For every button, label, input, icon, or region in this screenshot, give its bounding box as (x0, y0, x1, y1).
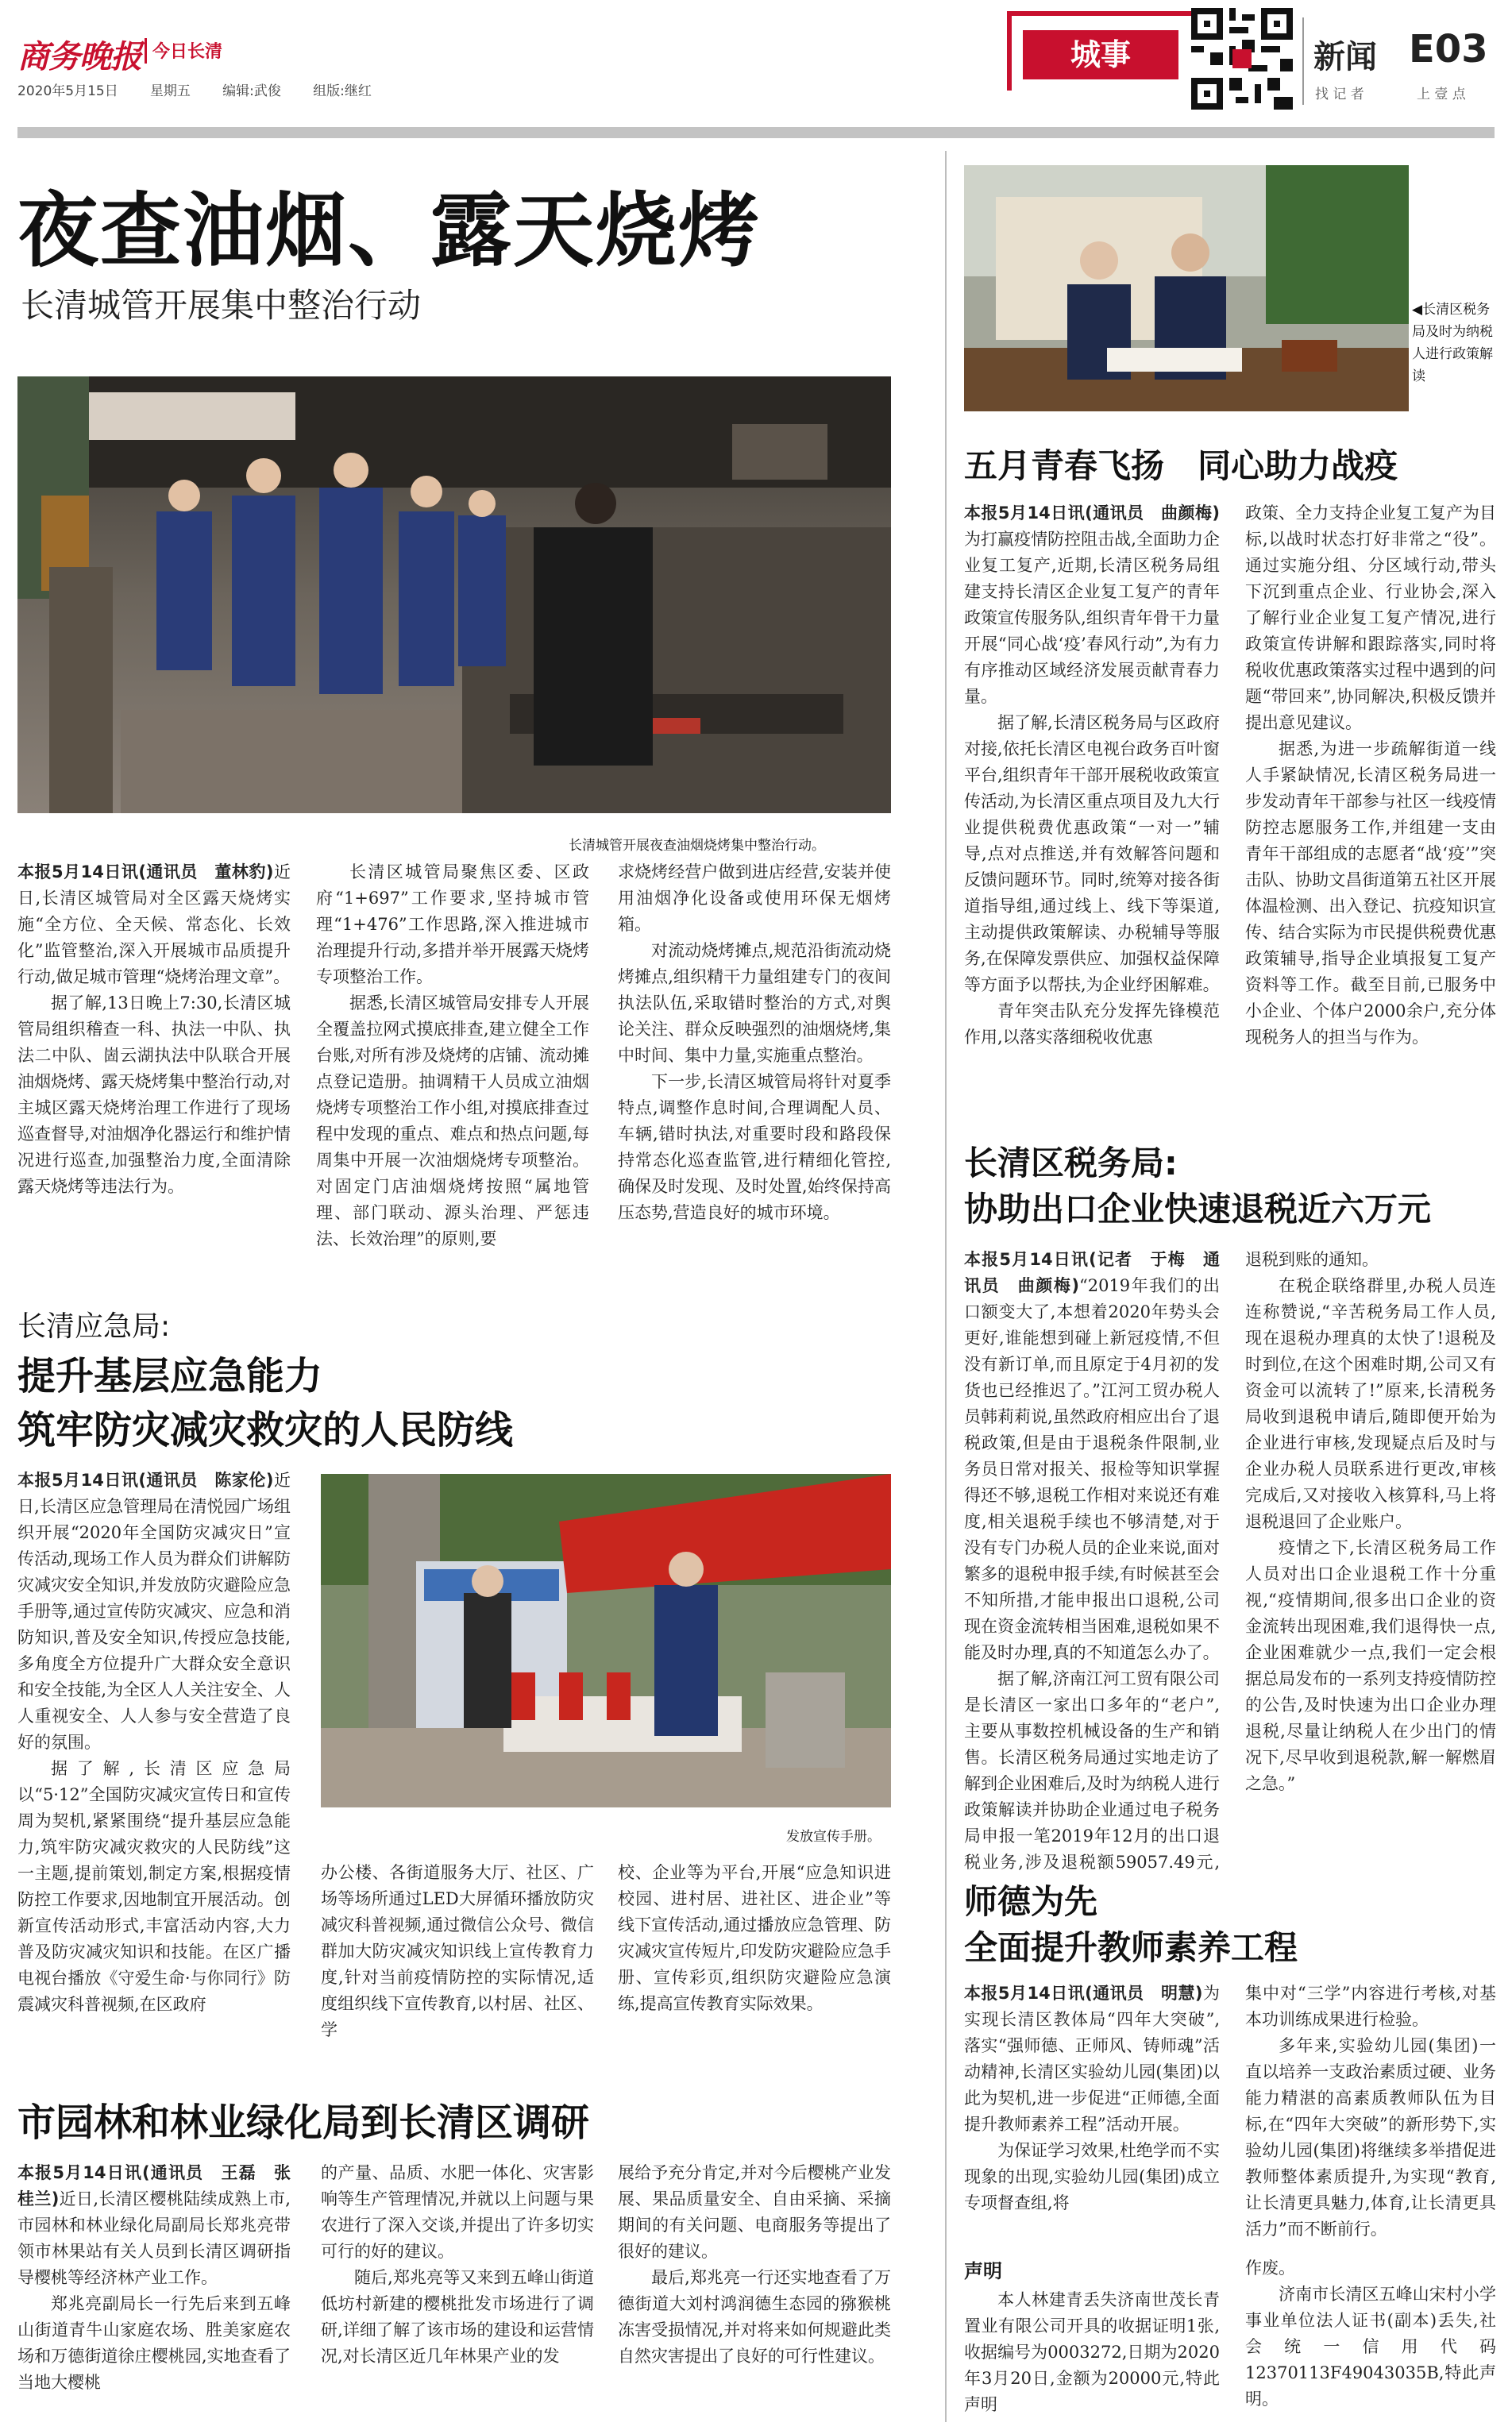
paragraph: 最后,郑兆亮一行还实地查看了万德街道大刘村鸿润德生态园的猕猴桃冻害受损情况,并对将来如何规避此类自然灾害提出了良好的可行性建议。 (618, 2268, 891, 2366)
paragraph: 青年突击队充分发挥先锋模范作用,以落实落细税收优惠 (964, 1001, 1220, 1047)
paragraph: 随后,郑兆亮等又来到五峰山街道低坊村新建的樱桃批发市场进行了调研,详细了解了该市场的建设和运营情况,对长清区近几年林果产业的发 (321, 2268, 594, 2366)
story3-column-2 (321, 2160, 594, 2424)
paragraph: 长清区城管局聚焦区委、区政府“1+697”工作要求,坚持城市管理“1+476”工作思路,深入推进城市治理提升行动,多措并举开展露天烧烤专项整治工作。 (316, 862, 589, 986)
newspaper-logo: 商务晚报 (17, 38, 141, 75)
byline: 本报5月14日讯(通讯员 曲颜梅) (964, 503, 1220, 523)
byline: 本报5月14日讯(通讯员 陈家伦) (17, 1471, 274, 1490)
paragraph: 近日,长清区城管局对全区露天烧烤实施“全方位、全天候、常态化、长效化”监管整治,深入开展城市品质提升行动,做足城市管理“烧烤治理文章”。 (17, 862, 291, 986)
story3-column-3 (618, 2160, 891, 2424)
page-number: E03 (1409, 27, 1488, 71)
tax-policy-photo (964, 165, 1409, 411)
paragraph: “2019年我们的出口额变大了,本想着2020年势头会更好,谁能想到碰上新冠疫情,不但没有新订单,而且原定于4月初的发货也已经推迟了。”江河工贸办税人员韩莉莉说,虽然政府相应出台了退税政策,但是由于退税条件限制,业务员日常对报关、报检等知识掌握得还不够,退税工作相对来说还有难度,相关退税手续也不够清楚,对于没有专门办税人员的企业来说,面对繁多的退税申报手续,有时候甚至会不知所措,才能申报出口退税,公司现在资金流转相当困难,退税如果不能及时办理,真的不知道怎么办了。 (964, 1276, 1220, 1662)
paragraph: 的产量、品质、水肥一体化、灾害影响等生产管理情况,并就以上问题与果农进行了深入交谈,并提出了许多切实可行的好的建议。 (321, 2163, 594, 2261)
story5-column-2 (1245, 1247, 1496, 1874)
byline: 本报5月14日讯(通讯员 董林豹) (17, 862, 274, 881)
paragraph: 下一步,长清区城管局将针对夏季特点,调整作息时间,合理调配人员、车辆,错时执法,对重要时段和路段保持常态化巡查监管,进行精细化管控,确保及时发现、及时处置,始终保持高压态势,营造良好的城市环境。 (618, 1072, 891, 1222)
story1-column-1 (17, 859, 291, 1272)
dateline-weekday: 星期五 (149, 83, 191, 99)
subheadline: 长清城管开展集中整治行动 (21, 286, 422, 325)
story2-column-1 (17, 1468, 291, 2068)
paragraph: 据悉,长清区城管局安排专人开展全覆盖拉网式摸底排查,建立健全工作台账,对所有涉及烧烤的店铺、流动摊点登记造册。抽调精干人员成立油烟烧烤专项整治工作小组,对摸底排查过程中发现的重点、难点和热点问题,每周集中开展一次油烟烧烤专项整治。对固定门店油烟烧烤按照“属地管理、部门联动、源头治理、严惩违法、长效治理”的原则,要 (316, 993, 589, 1248)
headline-line-2: 筑牢防灾减灾救灾的人民防线 (17, 1408, 514, 1452)
notice-column-1 (964, 2287, 1220, 2422)
paragraph: 展给予充分肯定,并对今后樱桃产业发展、果品质量安全、自由采摘、采摘期间的有关问题、电商服务等提出了很好的建议。 (618, 2163, 891, 2261)
paragraph: 为保证学习效果,杜绝学而不实现象的出现,实验幼儿园(集团)成立专项督查组,将 (964, 2141, 1220, 2212)
reporter-app: 上 壹 点 (1417, 87, 1466, 102)
section-tag: 今日长清 (152, 42, 223, 62)
photo-caption: ◀长清区税务局及时为纳税人进行政策解读 (1412, 302, 1493, 384)
paragraph: 济南市长清区五峰山宋村小学事业单位法人证书(副本)丢失,社会统一信用代码12370113F49043035B,特此声明。 (1245, 2285, 1496, 2409)
header-divider (1302, 17, 1304, 105)
headline-line-1: 师德为先 (964, 1882, 1098, 1921)
paragraph: 近日,长清区应急管理局在清悦园广场组织开展“2020年全国防灾减灾日”宣传活动,现场工作人员为群众们讲解防灾减灾安全知识,并发放防灾避险应急手册等,通过宣传防灾减灾、应急和消防知识,普及安全知识,传授应急技能,多角度全方位提升广大群众安全意识和安全技能,为全区人人关注安全、人人重视安全、人人参与安全营造了良好的氛围。 (17, 1471, 291, 1752)
paragraph: 求烧烤经营户做到进店经营,安装并使用油烟净化设备或使用环保无烟烤箱。 (618, 862, 891, 934)
photo-caption: 发放宣传手册。 (786, 1829, 881, 1845)
dateline-date: 2020年5月15日 (17, 83, 118, 99)
qr-code-icon[interactable] (1191, 8, 1293, 110)
page-section: 新闻 (1313, 39, 1377, 75)
story5-column-1 (964, 1247, 1220, 1874)
headline: 夜查油烟、露天烧烤 (17, 184, 761, 279)
story6-column-2 (1245, 1981, 1496, 2243)
byline: 本报5月14日讯(通讯员 明慧) (964, 1984, 1203, 2003)
paragraph: 据了解,长清区税务局与区政府对接,依托长清区电视台政务百叶窗平台,组织青年干部开展税收政策宣传活动,为长清区重点项目及九大行业提供税费优惠政策“一对一”辅导,点对点推送,并有效解答问题和反馈问题环节。同时,统筹对接各街道指导组,通过线上、线下等渠道,主动提供政策解读、办税辅导等服务,在保障发票供应、加强权益保障等方面予以帮扶,为企业纾困解难。 (964, 713, 1220, 994)
story3-column-1 (17, 2160, 291, 2424)
story6-column-1 (964, 1981, 1220, 2243)
vertical-divider (945, 151, 947, 2422)
headline: 市园林和林业绿化局到长清区调研 (17, 2100, 590, 2145)
page-tag: 城事 (1023, 30, 1178, 79)
kicker: 长清应急局: (17, 1310, 171, 1343)
headline-line-1: 长清区税务局: (964, 1144, 1178, 1182)
paragraph: 作废。 (1245, 2258, 1295, 2278)
paragraph: 据了解,长清区应急局以“5·12”全国防灾减灾宣传日和宣传周为契机,紧紧围绕“提升基层应急能力,筑牢防灾减灾救灾的人民防线”这一主题,提前策划,制定方案,根据疫情防控工作要求,因地制宜开展活动。创新宣传活动形式,丰富活动内容,大力普及防灾减灾知识和技能。在区广播电视台播放《守爱生命·与你同行》防震减灾科普视频,在区政府 (17, 1759, 291, 2014)
reporter-label: 找 记 者 (1315, 87, 1364, 102)
paragraph: 多年来,实验幼儿园(集团)一直以培养一支政治素质过硬、业务能力精湛的高素质教师队伍为目标,在“四年大突破”的新形势下,实验幼儿园(集团)将继续多举措促进教师整体素质提升,为实现“教育,让长清更具魅力,体育,让长清更具活力”而不断前行。 (1245, 2036, 1496, 2239)
paragraph: 退税到账的通知。 (1245, 1250, 1379, 1269)
paragraph: 为实现长清区教体局“四年大突破”,落实“强师德、正师风、铸师魂”活动精神,长清区实验幼儿园(集团)以此为契机,进一步促进“正师德,全面提升教师素养工程”活动开展。 (964, 1984, 1220, 2134)
masthead-rule (17, 127, 1495, 138)
paragraph: 在税企联络群里,办税人员连连称赞说,“辛苦税务局工作人员,现在退税办理真的太快了!退税及时到位,在这个困难时期,公司又有资金可以流转了!”原来,长清税务局收到退税申请后,随即便开始为企业进行审核,发现疑点后及时与企业办税人员联系进行更改,审核完成后,又对接收入核算科,马上将退税退回了企业账户。 (1245, 1276, 1496, 1531)
byline: 本报5月14日讯(记者 于梅 通讯员 曲颜梅) (964, 1250, 1220, 1295)
story4-column-2 (1245, 500, 1496, 1088)
paragraph: 本人林建青丢失济南世茂长青置业有限公司开具的收据证明1张,收据编号为0003272,日期为2020年3月20日,金额为20000元,特此声明 (964, 2290, 1220, 2414)
notice-column-2 (1245, 2255, 1496, 2422)
story1-column-3 (618, 859, 891, 1272)
paragraph: 据了解,13日晚上7:30,长清区城管局组织稽查一科、执法一中队、执法二中队、崮云湖执法中队联合开展油烟烧烤、露天烧烤集中整治行动,对主城区露天烧烤治理工作进行了现场巡查督导,对油烟净化器运行和维护情况进行巡查,加强整治力度,全面清除露天烧烤等违法行为。 (17, 993, 291, 1196)
headline-line-1: 提升基层应急能力 (17, 1354, 323, 1398)
publicity-photo (321, 1474, 891, 1807)
notice-title: 声明 (964, 2260, 1002, 2282)
byline: 本报5月14日讯(通讯员 王磊 张桂兰) (17, 2163, 291, 2208)
paragraph: 对流动烧烤摊点,规范沿街流动烧烤摊点,组织精干力量组建专门的夜间执法队伍,采取错时整治的方式,对舆论关注、群众反映强烈的油烟烧烤,集中时间、集中力量,实施重点整治。 (618, 941, 891, 1065)
paragraph: 政策、全力支持企业复工复产为目标,以战时状态打好非常之“役”。通过实施分组、分区域行动,带头下沉到重点企业、行业协会,深入了解行业企业复工复产情况,进行政策宣传讲解和跟踪落实,同时将税收优惠政策落实过程中遇到的问题“带回来”,协同解决,积极反馈并提出意见建议。 (1245, 503, 1496, 732)
caret-left-icon: ◀ (1412, 302, 1423, 318)
paragraph: 疫情之下,长清区税务局工作人员对出口企业退税工作十分重视,“疫情期间,很多出口企业的资金流转出现困难,我们退得快一点,企业困难就少一点,我们一定会根据总局发布的一系列支持疫情防控的公告,及时快速为出口企业办理退税,尽量让纳税人在少出门的情况下,尽早收到退税款,解一解燃眉之急。” (1245, 1538, 1496, 1793)
paragraph: 为打赢疫情防控阻击战,全面助力企业复工复产,近期,长清区税务局组建支持长清区企业复工复产的青年政策宣传服务队,组织青年骨干力量开展“同心战‘疫’春风行动”,为有力有序推动区域经济发展贡献青春力量。 (964, 530, 1220, 706)
dateline-bar (17, 79, 372, 99)
paragraph: 校、企业等为平台,开展“应急知识进校园、进村居、进社区、进企业”等线下宣传活动,通过播放应急管理、防灾减灾宣传短片,印发防灾避险应急手册、宣传彩页,组织防灾避险应急演练,提高宣传教育实际效果。 (618, 1863, 891, 2013)
photo-caption: 长清城管开展夜查油烟烧烤集中整治行动。 (569, 838, 825, 854)
headline: 五月青春飞扬 同心助力战疫 (964, 446, 1398, 485)
paragraph: 集中对“三学”内容进行考核,对基本功训练成果进行检验。 (1245, 1984, 1496, 2029)
dateline-layout: 组版:继红 (313, 83, 372, 99)
headline-line-2: 协助出口企业快速退税近六万元 (964, 1190, 1432, 1229)
story2-column-2 (321, 1860, 594, 2069)
headline-line-2: 全面提升教师素养工程 (964, 1928, 1298, 1967)
paragraph: 办公楼、各街道服务大厅、社区、广场等场所通过LED大屏循环播放防灾减灾科普视频,通过微信公众号、微信群加大防灾减灾知识线上宣传教育力度,针对当前疫情防控的实际情况,适度组织线下宣传教育,以村居、社区、学 (321, 1863, 594, 2039)
story2-column-3 (618, 1860, 891, 2069)
paragraph: 据悉,为进一步疏解街道一线人手紧缺情况,长清区税务局进一步发动青年干部参与社区一线疫情防控志愿服务工作,并组建一支由青年干部组成的志愿者“战‘疫’”突击队、协助文昌街道第五社区开展体温检测、出入登记、抗疫知识宣传、结合实际为市民提供税费优惠政策辅导,指导企业填报复工复产资料等工作。截至目前,已服务中小企业、个体户2000余户,充分体现税务人的担当与作为。 (1245, 739, 1496, 1047)
paragraph: 郑兆亮副局长一行先后来到五峰山街道青牛山家庭农场、胜美家庭农场和万德街道徐庄樱桃园,实地查看了当地大樱桃 (17, 2294, 291, 2392)
story4-column-1 (964, 500, 1220, 1088)
paragraph: 近日,长清区樱桃陆续成熟上市,市园林和林业绿化局副局长郑兆亮带领市林果站有关人员到长清区调研指导樱桃等经济林产业工作。 (17, 2189, 291, 2287)
story1-column-2 (316, 859, 589, 1272)
logo-rule-icon (145, 38, 147, 64)
paragraph: 据了解,济南江河工贸有限公司是长清区一家出口多年的“老户”,主要从事数控机械设备的生产和销售。长清区税务局通过实地走访了解到企业困难后,及时为纳税人进行政策解读并协助企业通过电子税务局申报一笔2019年12月的出口退税业务,涉及退税额59057.49元, (964, 1669, 1220, 1872)
dateline-editor: 编辑:武俊 (222, 83, 281, 99)
bbq-inspection-photo (17, 376, 891, 813)
